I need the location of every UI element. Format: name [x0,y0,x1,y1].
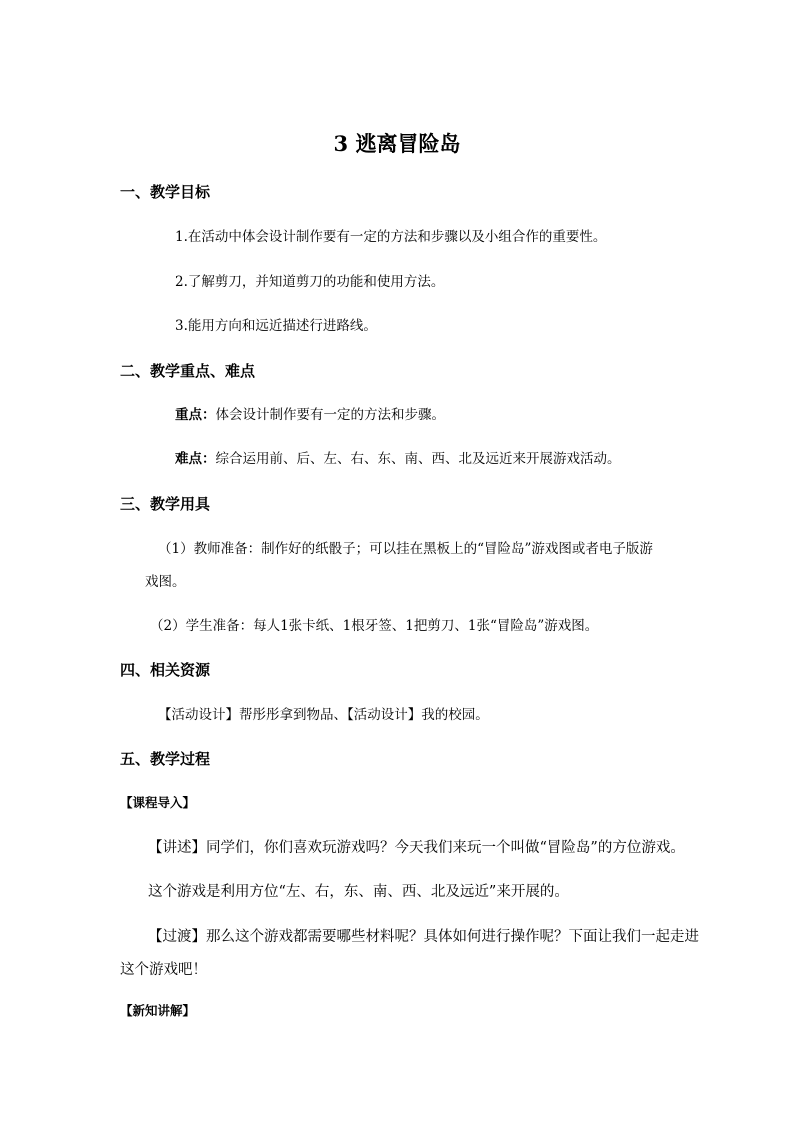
intro-paragraph-2: 这个游戏是利用方位“左、右，东、南、西、北及远近”来开展的。 [148,884,569,900]
key-point-text: 体会设计制作要有一定的方法和步骤。 [215,407,445,423]
teacher-prep-line-1: （1）教师准备：制作好的纸骰子；可以挂在黑板上的“冒险岛”游戏图或者电子版游 [158,541,653,557]
heading-key-difficult-points: 二、教学重点、难点 [120,362,256,380]
teacher-prep-line-2: 戏图。 [145,574,186,590]
heading-related-resources: 四、相关资源 [120,661,211,679]
key-point-line [175,409,445,423]
difficult-point-text: 综合运用前、后、左、右、东、南、西、北及远近来开展游戏活动。 [215,451,621,467]
related-resources-text: 【活动设计】帮彤彤拿到物品、【活动设计】我的校园。 [158,707,489,723]
transition-line-1: 【过渡】那么这个游戏都需要哪些材料呢？具体如何进行操作呢？下面让我们一起走进 [148,929,699,945]
goal-item-1: 1.在活动中体会设计制作要有一定的方法和步骤以及小组合作的重要性。 [175,229,607,245]
document-title: 3 逃离冒险岛 [333,131,461,156]
heading-teaching-goals: 一、教学目标 [120,183,211,201]
heading-teaching-tools: 三、教学用具 [120,495,211,513]
transition-line-2: 这个游戏吧！ [120,962,207,978]
student-prep-line: （2）学生准备：每人1张卡纸、1根牙签、1把剪刀、1张“冒险岛”游戏图。 [150,618,599,634]
key-point-label: 重点： [175,407,216,423]
difficult-point-label: 难点： [175,451,216,467]
difficult-point-line [175,453,621,467]
subheading-new-knowledge: 【新知讲解】 [120,1003,196,1018]
heading-teaching-process: 五、教学过程 [120,750,211,768]
goal-item-2: 2.了解剪刀，并知道剪刀的功能和使用方法。 [175,274,445,290]
subheading-course-intro: 【课程导入】 [120,795,196,810]
goal-item-3: 3.能用方向和远近描述行进路线。 [175,318,377,334]
intro-paragraph-1: 【讲述】同学们，你们喜欢玩游戏吗？今天我们来玩一个叫做“冒险岛”的方位游戏。 [148,840,685,856]
